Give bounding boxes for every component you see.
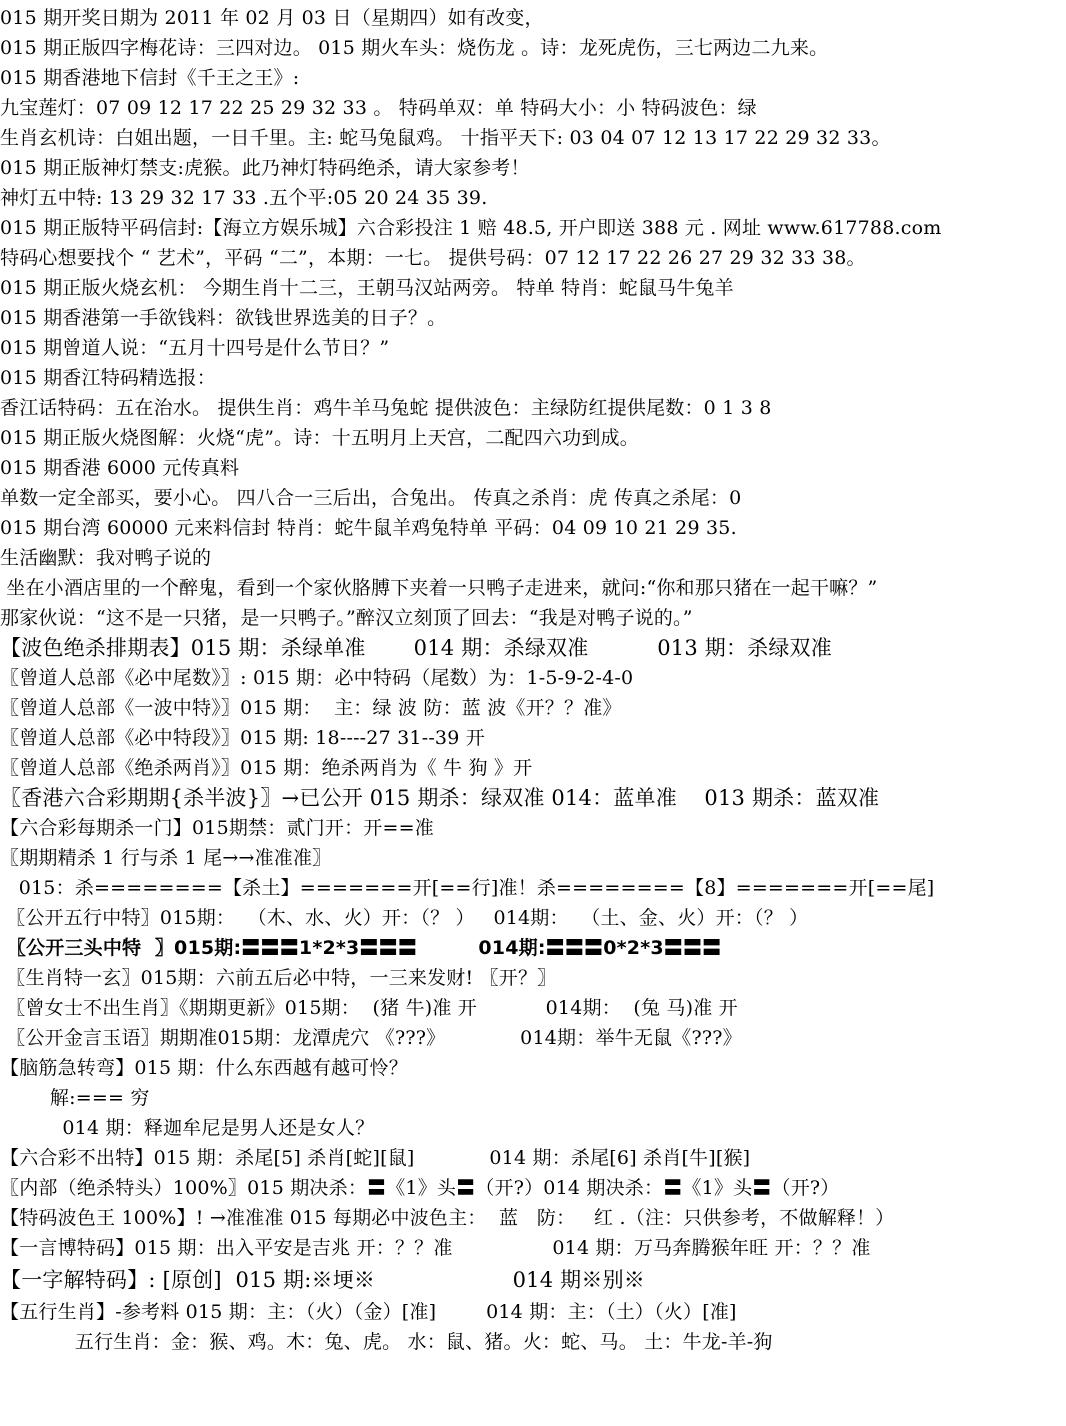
lotus-lamp-line: 九宝莲灯：07 09 12 17 22 25 29 32 33 。 特码单双：单 特码大小：小 特码波色：绿: [0, 97, 757, 119]
hk-envelope-line: 015 期香港地下信封《千王之王》:: [0, 67, 300, 89]
fire-mystery-line: 015 期正版火烧玄机： 今期生肖十二三，王朝马汉站两旁。 特单 特肖：蛇鼠马牛兔羊: [0, 277, 734, 299]
lamp-five-line: 神灯五中特: 13 29 32 17 33 .五个平:05 20 24 35 39.: [0, 187, 488, 209]
xiangjiang-header-line: 015 期香江特码精选报：: [0, 367, 216, 389]
wave-kill-schedule-line: 【波色绝杀排期表】015 期：杀绿单准 014 期：杀绿双准 013 期：杀绿双准: [0, 636, 832, 660]
five-elements-table-line: 五行生肖：金：猴、鸡。木：兔、虎。 水：鼠、猪。火：蛇、马。 土：牛龙-羊-狗: [0, 1331, 773, 1353]
riddle-answer-line: 解:=== 穷: [0, 1087, 150, 1109]
humor-body-line-1: 坐在小酒店里的一个醉鬼，看到一个家伙胳膊下夹着一只鸭子走进来，就问:“你和那只猪在一起干嘛？”: [0, 577, 878, 599]
kill-row-tail-header-line: 〖期期精杀 1 行与杀 1 尾→→准准准〗: [0, 847, 332, 869]
xiangjiang-detail-line: 香江话特码：五在治水。 提供生肖：鸡牛羊马兔蛇 提供波色：主绿防红提供尾数：0 1 3 8: [0, 397, 772, 419]
wave-king-line: 【特码波色王 100%】! →准准准 015 每期必中波色主： 蓝 防： 红 .（注：只供参考，不做解释！）: [0, 1207, 895, 1229]
golden-words-line: 〖公开金言玉语〗期期准015期：龙潭虎穴 《???》 014期：举牛无鼠《???》: [0, 1027, 742, 1049]
riddle-line: 【脑筋急转弯】015 期：什么东西越有越可怜？: [0, 1057, 408, 1079]
hk-fax-detail-line: 单数一定全部买，要小心。 四八合一三后出，合兔出。 传真之杀肖：虎 传真之杀尾：0: [0, 487, 742, 509]
ms-zeng-line: 〖曾女士不出生肖〗《期期更新》015期： (猪 牛)准 开 014期： (兔 马)准 开: [0, 997, 738, 1019]
half-wave-kill-line: 〖香港六合彩期期{杀半波}〗→已公开 015 期杀：绿双准 014：蓝单准 013 期杀：蓝双准: [0, 786, 880, 810]
humor-body-line-2: 那家伙说：“这不是一只猪，是一只鸭子。”醉汉立刻顶了回去：“我是对鸭子说的。”: [0, 607, 693, 629]
three-heads-line: 〖公开三头中特 〗015期:〓〓〓1*2*3〓〓〓 014期:〓〓〓0*2*3〓〓〓: [0, 937, 722, 959]
riddle-014-line: 014 期：释迦牟尼是男人还是女人？: [0, 1117, 375, 1139]
zodiac-poem-line: 生肖玄机诗：白姐出题，一日千里。主: 蛇马兔鼠鸡。 十指平天下: 03 04 07 12 13 17 22 29 32 33。: [0, 127, 891, 149]
draw-date-line: 015 期开奖日期为 2011 年 02 月 03 日（星期四）如有改变，: [0, 7, 544, 29]
zodiac-special-line: 〖生肖特一玄〗015期：六前五后必中特，一三来发财! 〖开？〗: [0, 967, 557, 989]
one-char-solve-line: 【一字解特码】: [原创] 015 期:※埂※ 014 期※别※: [0, 1268, 645, 1292]
special-range-line: 〖曾道人总部《必中特段》〗015 期: 18----27 31--39 开: [0, 727, 485, 749]
humor-title-line: 生活幽默：我对鸭子说的: [0, 547, 212, 569]
envelope-ad-line: 015 期正版特平码信封:【海立方娱乐城】六合彩投注 1 赔 48.5, 开户即送 388 元 . 网址 www.617788.com: [0, 217, 942, 239]
kill-one-door-line: 【六合彩每期杀一门】015期禁：贰门开：开==准: [0, 817, 434, 839]
kill-row-tail-detail-line: 015：杀========【杀土】=======开[==行]准！杀========【8】=======开[==尾]: [0, 877, 935, 899]
one-word-bet-line: 【一言博特码】015 期：出入平安是吉兆 开：？？准 014 期：万马奔腾猴年旺 开：？？准: [0, 1237, 871, 1259]
five-elements-zodiac-line: 【五行生肖】-参考料 015 期：主：（火）（金）[准] 014 期：主：（土）（火）[准]: [0, 1301, 737, 1323]
fire-diagram-line: 015 期正版火烧图解：火烧“虎”。诗：十五明月上天宫，二配四六功到成。: [0, 427, 639, 449]
art-numbers-line: 特码心想要找个 “ 艺术”，平码 “二”，本期：一七。 提供号码：07 12 17 22 26 27 29 32 33 38。: [0, 247, 866, 269]
taiwan-envelope-line: 015 期台湾 60000 元来料信封 特肖：蛇牛鼠羊鸡兔特单 平码：04 09 10 21 29 35.: [0, 517, 737, 539]
no-special-line: 【六合彩不出特】015 期：杀尾[5] 杀肖[蛇][鼠] 014 期：杀尾[6] 杀肖[牛][猴]: [0, 1147, 751, 1169]
zeng-says-line: 015 期曾道人说：“五月十四号是什么节日？”: [0, 337, 390, 359]
hk-fax-header-line: 015 期香港 6000 元传真料: [0, 457, 240, 479]
tail-number-line: 〖曾道人总部《必中尾数》〗: 015 期：必中特码（尾数）为：1-5-9-2-4-0: [0, 667, 634, 689]
kill-two-zodiac-line: 〖曾道人总部《绝杀两肖》〗015 期：绝杀两肖为《 牛 狗 》开: [0, 757, 533, 779]
internal-head-kill-line: 〖内部（绝杀特头）100%〗015 期决杀：〓《1》头〓（开?）014 期决杀：〓《1》头〓（开?）: [0, 1177, 840, 1199]
plum-poem-line: 015 期正版四字梅花诗：三四对边。 015 期火车头：烧伤龙 。诗：龙死虎伤，三七两边二九来。: [0, 37, 829, 59]
lamp-ban-line: 015 期正版神灯禁支:虎猴。此乃神灯特码绝杀，请大家参考！: [0, 157, 530, 179]
hk-first-hand-line: 015 期香港第一手欲钱料：欲钱世界选美的日子？。: [0, 307, 447, 329]
one-wave-line: 〖曾道人总部《一波中特》〗015 期： 主：绿 波 防：蓝 波《开？？准》: [0, 697, 622, 719]
five-elements-special-line: 〖公开五行中特〗015期： （木、水、火）开：（？ ） 014期： （土、金、火）开：（？ ）: [0, 907, 809, 929]
